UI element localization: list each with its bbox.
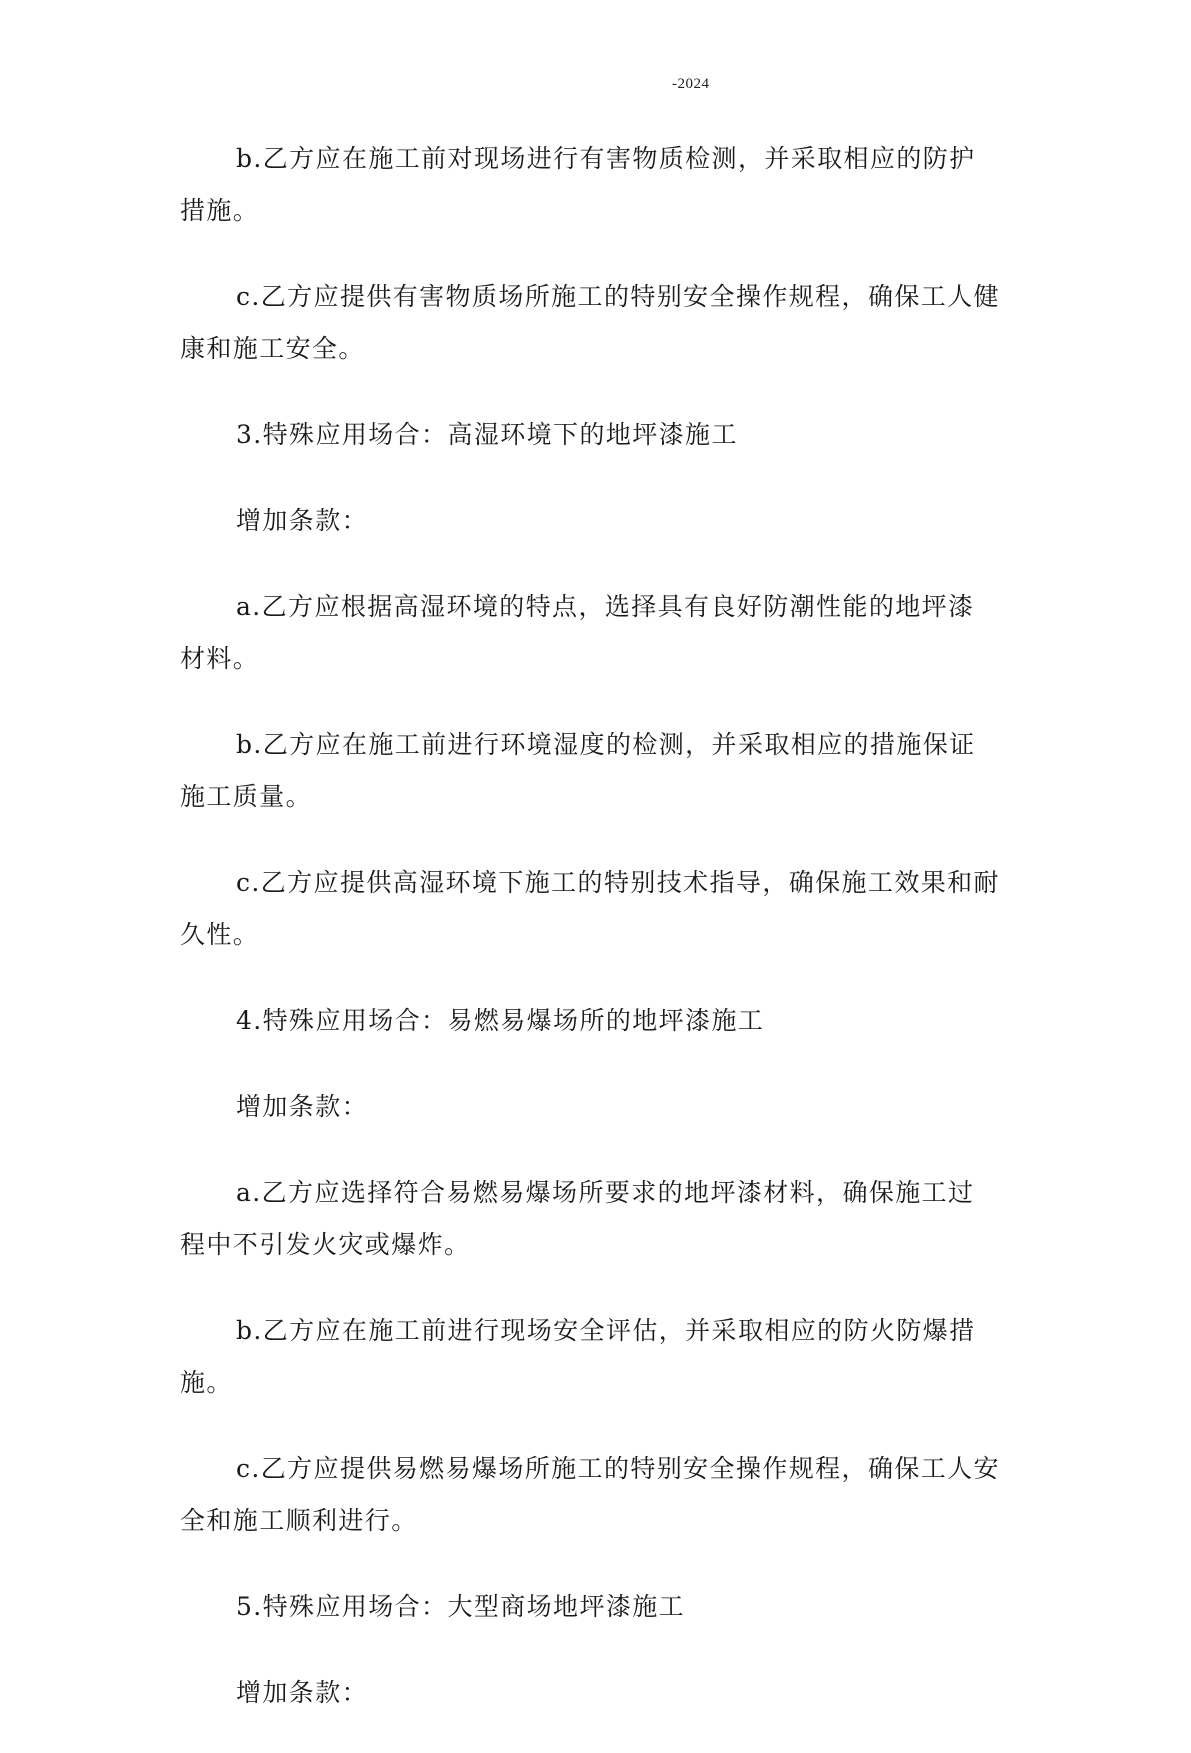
clause-label: 增加条款：	[236, 1678, 369, 1707]
paragraph: b.乙方应在施工前对现场进行有害物质检测，并采取相应的防护措施。	[180, 144, 976, 225]
paragraph: a.乙方应根据高湿环境的特点，选择具有良好防潮性能的地坪漆材料。	[180, 592, 975, 673]
paragraph: a.乙方应选择符合易燃易爆场所要求的地坪漆材料，确保施工过程中不引发火灾或爆炸。	[180, 1178, 975, 1259]
page-header: -2024	[672, 76, 710, 92]
paragraph: b.乙方应在施工前进行现场安全评估，并采取相应的防火防爆措施。	[180, 1316, 976, 1397]
section-heading: 4.特殊应用场合：易燃易爆场所的地坪漆施工	[236, 1006, 765, 1035]
paragraph: c.乙方应提供有害物质场所施工的特别安全操作规程，确保工人健康和施工安全。	[180, 282, 1000, 363]
paragraph: c.乙方应提供易燃易爆场所施工的特别安全操作规程，确保工人安全和施工顺利进行。	[180, 1454, 1000, 1535]
section-heading: 5.特殊应用场合：大型商场地坪漆施工	[236, 1592, 686, 1621]
clause-label: 增加条款：	[236, 506, 369, 535]
paragraph: c.乙方应提供高湿环境下施工的特别技术指导，确保施工效果和耐久性。	[180, 868, 1000, 949]
paragraph: b.乙方应在施工前进行环境湿度的检测，并采取相应的措施保证施工质量。	[180, 730, 976, 811]
document-body	[180, 133, 1000, 1753]
section-heading: 3.特殊应用场合：高湿环境下的地坪漆施工	[236, 420, 738, 449]
clause-label: 增加条款：	[236, 1092, 369, 1121]
